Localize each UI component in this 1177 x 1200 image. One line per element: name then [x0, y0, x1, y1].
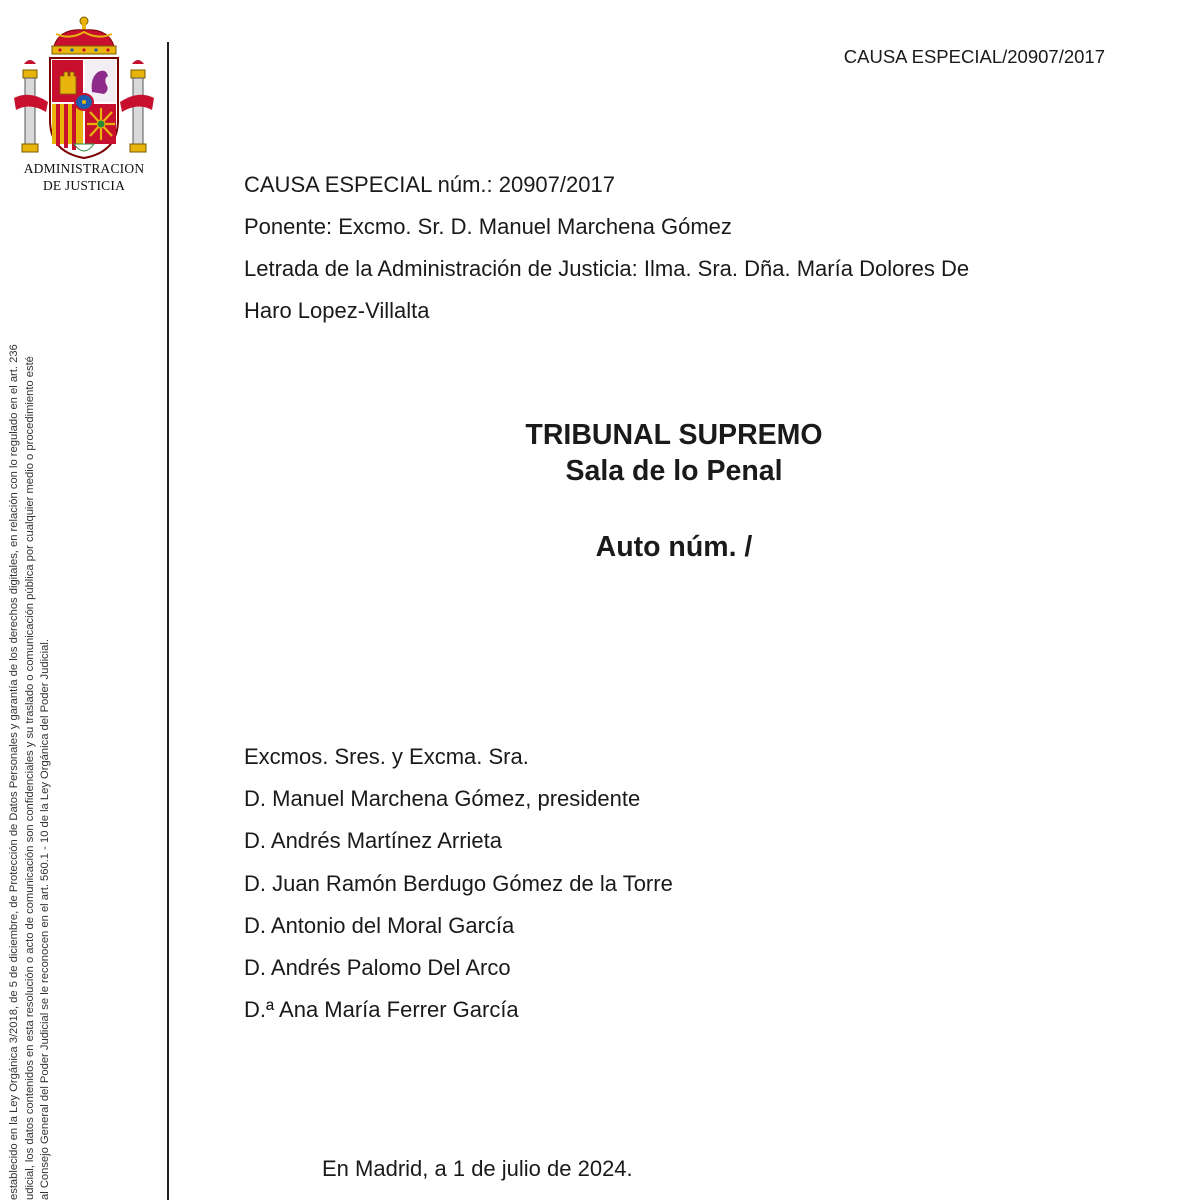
margin-divider	[167, 42, 169, 1200]
right-pillar-icon	[120, 60, 154, 152]
rapporteur: Ponente: Excmo. Sr. D. Manuel Marchena Gómez	[244, 214, 732, 239]
shield-icon	[50, 58, 118, 158]
side-legal-notice	[7, 240, 54, 1200]
court-chamber: Sala de lo Penal	[565, 455, 783, 487]
side-legal-line: al Consejo General del Poder Judicial se le reconocen en el art. 560.1 - 10 de la Ley Orgánica del Poder Judicial.	[39, 639, 51, 1200]
court-clerk-line2: Haro Lopez-Villalta	[244, 298, 430, 323]
court-heading	[244, 417, 1104, 565]
court-clerk-line1: Letrada de la Administración de Justicia: Ilma. Sra. Dña. María Dolores De	[244, 256, 970, 281]
judge-name: D. Antonio del Moral García	[244, 912, 515, 938]
judge-name: D.ª Ana María Ferrer García	[244, 997, 519, 1023]
auto-number: Auto núm. /	[595, 531, 753, 563]
judge-name: D. Andrés Palomo Del Arco	[244, 955, 511, 981]
case-number: CAUSA ESPECIAL núm.: 20907/2017	[244, 172, 615, 197]
logo-title-line1: ADMINISTRACION	[23, 161, 145, 176]
coat-of-arms-logo	[10, 12, 158, 202]
case-reference-header: CAUSA ESPECIAL/20907/2017	[843, 46, 1105, 67]
crest-icon	[10, 12, 158, 162]
left-pillar-icon	[14, 60, 48, 152]
crown-icon	[52, 17, 116, 54]
judge-name: D. Manuel Marchena Gómez, presidente	[244, 786, 641, 812]
court-name: TRIBUNAL SUPREMO	[525, 419, 823, 451]
logo-title-line2: DE JUSTICIA	[42, 178, 126, 193]
place-and-date: En Madrid, a 1 de julio de 2024.	[322, 1156, 633, 1181]
judges-panel	[244, 736, 1104, 1031]
judge-name: D. Andrés Martínez Arrieta	[244, 828, 502, 854]
side-legal-line: establecido en la Ley Orgánica 3/2018, de 5 de diciembre, de Protección de Datos Personales y garantía de los derechos digitales, en relación con lo regulado en el art. 236	[8, 344, 20, 1200]
judge-name: D. Juan Ramón Berdugo Gómez de la Torre	[244, 870, 673, 896]
judges-heading: Excmos. Sres. y Excma. Sra.	[244, 744, 529, 769]
case-metadata	[244, 164, 1084, 332]
side-legal-line: udicial, los datos contenidos en esta resolución o acto de comunicación son confidenciales y su traslado o comunicación pública por cualquier medio o procedimiento esté	[23, 356, 36, 1200]
